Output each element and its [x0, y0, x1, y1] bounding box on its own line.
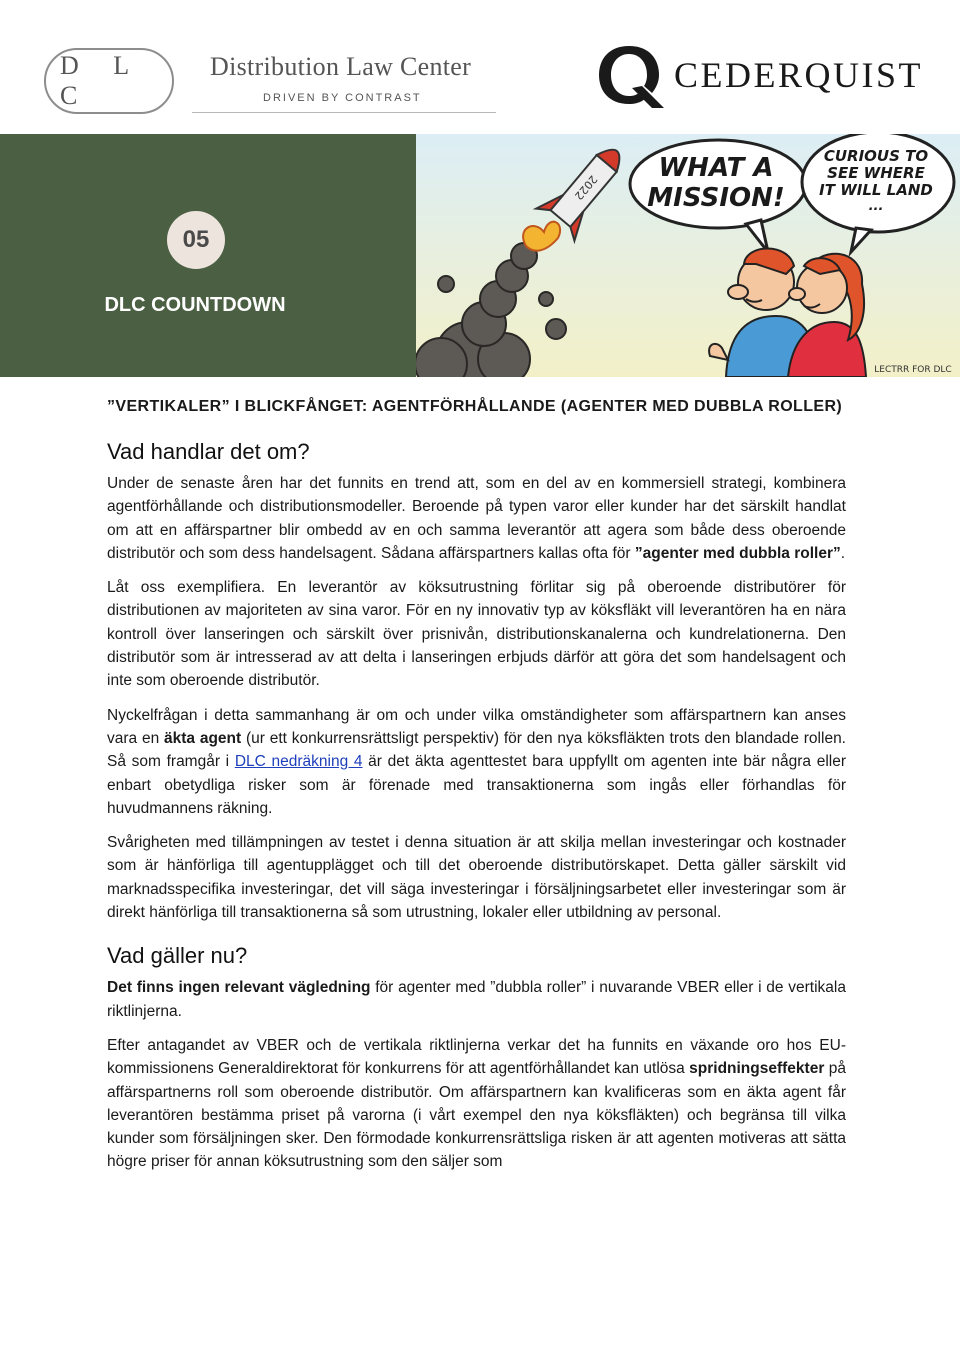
- paragraph: [107, 1034, 846, 1174]
- paragraph-text: är det äkta agenttestet bara uppfyllt om agenten inte bär några eller enbart obetydliga risker som är förenade med transaktionerna som ingås eller förhandlas för huvudmannens räkning.: [107, 753, 846, 817]
- cederquist-logo-icon: [596, 42, 666, 108]
- bold-phrase: ”agenter med dubbla roller”: [634, 544, 841, 562]
- paragraph-text: Efter antagandet av VBER och de vertikala riktlinjerna verkar det ha funnits en växande oro hos EU-kommissionens Generaldirektorat för konkurrens för att agentförhållandet kan utlösa: [107, 1036, 846, 1078]
- article-kicker: ”VERTIKALER” I BLICKFÅNGET: AGENTFÖRHÅLLANDE (AGENTER MED DUBBLA ROLLER): [107, 398, 843, 415]
- bubble-right-dots: ...: [868, 199, 884, 214]
- bubble-right-line3: IT WILL LAND: [819, 181, 933, 199]
- paragraph-text: Under de senaste åren har det funnits en trend att, som en del av en kommersiell strategi, kombinera agentförhållande och distributionsmodeller. Beroende på typen varor eller kunder har det särskilt handlat om att en affärspartner blir ombedd av en och samma leverantör att agera som både dess oberoende distributör och som dess handelsagent. Sådana affärspartners kallas ofta för: [107, 475, 846, 562]
- bold-phrase: spridningseffekter: [689, 1060, 825, 1078]
- bold-phrase: Det finns ingen relevant vägledning: [107, 979, 371, 997]
- countdown-banner: [0, 134, 416, 377]
- dlc-name: Distribution Law Center: [210, 52, 472, 81]
- countdown-label: DLC COUNTDOWN: [104, 294, 286, 316]
- paragraph: [107, 472, 846, 565]
- bubble-left-line1: WHAT A: [658, 153, 774, 183]
- paragraph-text: (ur ett konkurrensrättsligt perspektiv) för den nya köksfläkten trots den blandade rollen. Så som framgår i: [107, 729, 846, 771]
- bold-phrase: äkta agent: [164, 729, 242, 747]
- bubble-right-line1: CURIOUS TO: [823, 147, 929, 165]
- cederquist-name: CEDERQUIST: [674, 55, 923, 95]
- paragraph-text: för agenter med ”dubbla roller” i nuvarande VBER eller i de vertikala riktlinjerna.: [107, 979, 846, 1020]
- section-heading-what: Vad handlar det om?: [107, 439, 310, 464]
- bubble-left-line2: MISSION!: [647, 183, 785, 213]
- dlc-logo: [44, 48, 174, 114]
- paragraph-text: på affärspartnerns roll som oberoende distributör. Om affärspartnern kan kvalificeras som en äkta agent får leverantören bestämma priset på varorna (i vårt exempel den nya köksfläkten) och begränsa till vilka kunder som försäljningen sker. Den förmodade konkurrensrättsliga risken är att agenten motiveras att sätta högre priser för annan köksutrustning som den säljer som: [107, 1060, 846, 1171]
- cartoon-credit: LECTRR FOR DLC: [874, 365, 952, 375]
- cartoon-illustration: [416, 134, 960, 377]
- article-body: [107, 394, 846, 1185]
- paragraph: [107, 976, 846, 1023]
- dlc-countdown-4-link[interactable]: DLC nedräkning 4: [234, 753, 363, 771]
- dlc-logo-letters: D L C: [60, 51, 143, 110]
- countdown-badge: 05: [167, 211, 225, 269]
- dlc-divider: [192, 112, 496, 113]
- paragraph: [107, 704, 846, 820]
- paragraph: Svårigheten med tillämpningen av testet i denna situation är att skilja mellan investeringar och kostnader som är hänförliga till agentupplägget och till det oberoende distributörskapet. Detta gäller särskilt vid marknadsspecifika investeringar, det vill säga investeringar i försäljningsarbetet eller investeringar som är direkt hänförliga till transaktionerna så som utrustning, lokaler eller utbildning av personal.: [107, 834, 846, 922]
- rocket-label: 2022: [571, 172, 600, 203]
- section-heading-now: Vad gäller nu?: [107, 943, 248, 969]
- paragraph-text: .: [840, 544, 846, 562]
- paragraph: Låt oss exemplifiera. En leverantör av köksutrustning förlitar sig på oberoende distributörer för distributionen av majoriteten av sina varor. För en ny innovativ typ av köksfläkt vill leverantören ha en nära kontroll över lanseringen och särskilt över prisnivån, distributionskanalerna och kundrelationerna. Den distributör som är intresserad av att delta i lanseringen erbjuds därför att göra det som handelsagent och inte som oberoende distributör.: [107, 579, 846, 690]
- paragraph-text: Nyckelfrågan i detta sammanhang är om och under vilka omständigheter som affärspartnern kan anses vara en: [107, 706, 846, 747]
- dlc-tagline: DRIVEN BY CONTRAST: [263, 92, 422, 104]
- bubble-right-line2: SEE WHERE: [827, 164, 925, 182]
